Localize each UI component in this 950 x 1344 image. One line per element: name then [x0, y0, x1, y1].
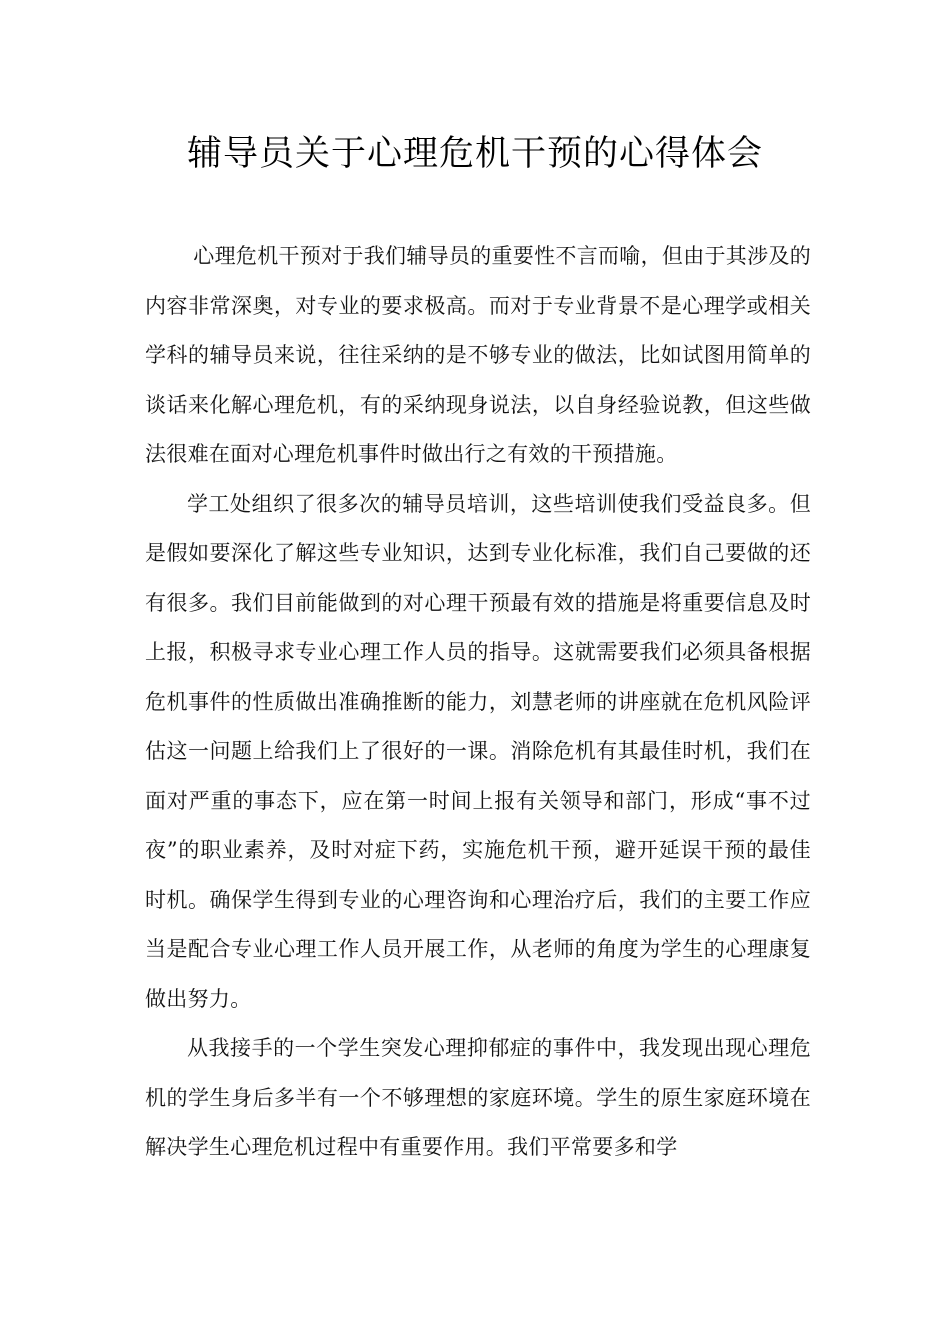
paragraph-2: 学工处组织了很多次的辅导员培训，这些培训使我们受益良多。但是假如要深化了解这些专业知识，达到专业化标准，我们自己要做的还有很多。我们目前能做到的对心理干预最有效的措施是将重要信息及时上报，积极寻求专业心理工作人员的指导。这就需要我们必须具备根据危机事件的性质做出准确推断的能力，刘慧老师的讲座就在危机风险评估这一问题上给我们上了很好的一课。消除危机有其最佳时机，我们在面对严重的事态下，应在第一时间上报有关领导和部门，形成“事不过夜”的职业素养，及时对症下药，实施危机干预，避开延误干预的最佳时机。确保学生得到专业的心理咨询和心理治疗后，我们的主要工作应当是配合专业心理工作人员开展工作，从老师的角度为学生的心理康复做出努力。: [145, 491, 811, 1011]
paragraph-1: 心理危机干预对于我们辅导员的重要性不言而喻，但由于其涉及的内容非常深奥，对专业的要求极高。而对于专业背景不是心理学或相关学科的辅导员来说，往往采纳的是不够专业的做法，比如试图用简单的谈话来化解心理危机，有的采纳现身说法，以自身经验说教，但这些做法很难在面对心理危机事件时做出行之有效的干预措施。: [145, 244, 811, 466]
document-body: [145, 232, 811, 1173]
document-title: 辅导员关于心理危机干预的心得体会: [186, 134, 763, 174]
paragraph-3: 从我接手的一个学生突发心理抑郁症的事件中，我发现出现心理危机的学生身后多半有一个不够理想的家庭环境。学生的原生家庭环境在解决学生心理危机过程中有重要作用。我们平常要多和学: [145, 1036, 811, 1159]
